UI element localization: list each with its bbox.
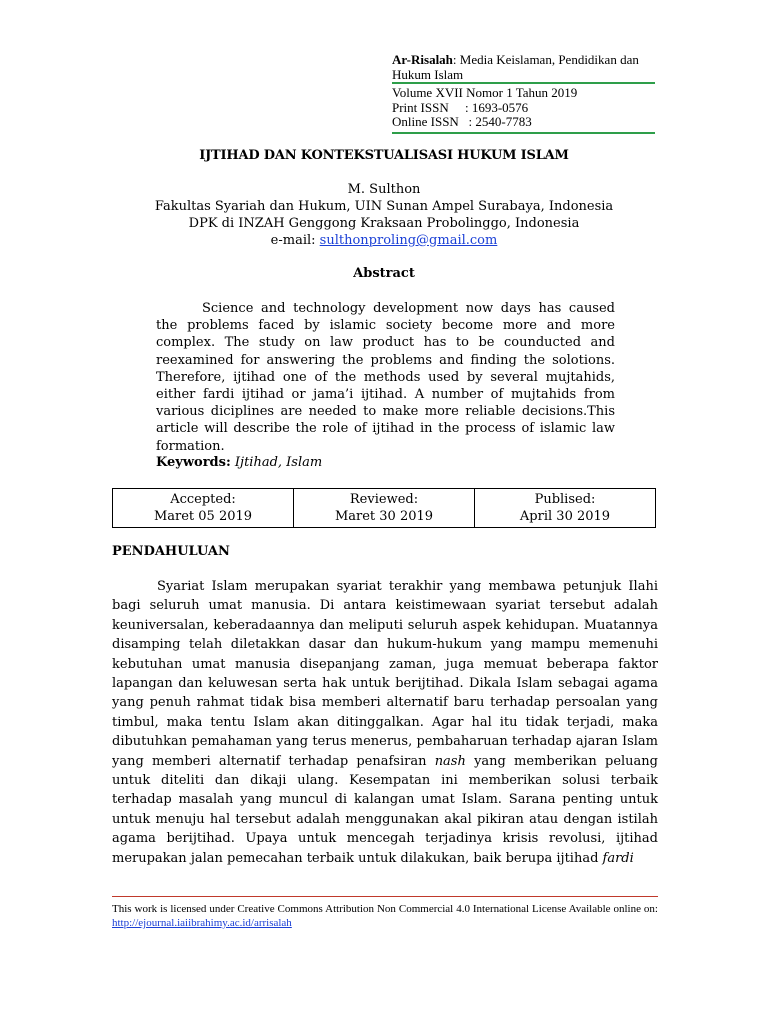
reviewed-label: Reviewed: [349, 492, 419, 507]
published-label: Publised: [534, 492, 596, 507]
header-divider-bottom [392, 132, 655, 134]
reviewed-date: Maret 30 2019 [334, 509, 434, 524]
keywords-label: Keywords: [156, 455, 231, 470]
license-text: This work is licensed under Creative Commons Attribution Non Commercial 4.0 International License Available online on: [112, 903, 658, 915]
introduction-paragraph [112, 577, 658, 868]
paragraph-text-2: yang memberikan peluang untuk diteliti dan dikaji ulang. Kesempatan ini memberikan solusi terbaik terhadap masalah yang muncul di kalangan umat Islam. Sarana penting untuk untuk menuju hal tersebut adalah menggunakan akal pikiran atau dengan istilah agama berijtihad. Upaya untuk mencegah terjadinya krisis revolusi, ijtihad merupakan jalan pemecahan terbaik untuk dilakukan, baik berupa ijtihad [112, 753, 658, 866]
accepted-label: Accepted: [170, 492, 236, 507]
journal-name: Ar-Risalah [392, 52, 453, 67]
author-block [0, 181, 768, 249]
article-title: IJTIHAD DAN KONTEKSTUALISASI HUKUM ISLAM [199, 148, 569, 163]
journal-url-link[interactable]: http://ejournal.iaiibrahimy.ac.id/arrisalah [112, 917, 292, 929]
accepted-date: Maret 05 2019 [153, 509, 253, 524]
print-issn-line: Print ISSN : 1693-0576 [392, 99, 529, 115]
abstract-text: Science and technology development now days has caused the problems faced by islamic society become more and more complex. The study on law product has to be counducted and reexamined for answering the problems and finding the solotions. Therefore, ijtihad one of the methods used by several mujtahids, either fardi ijtihad or jama’i ijtihad. A number of mujtahids from various diciplines are needed to make more reliable decisions.This article will describe the role of ijtihad in the process of islamic law formation. [156, 301, 615, 454]
author-affiliation-2: DPK di INZAH Genggong Kraksaan Probolinggo, Indonesia [188, 216, 580, 231]
license-footer [112, 902, 658, 930]
email-link[interactable]: sulthonproling@gmail.com [319, 233, 498, 248]
journal-issue-info [392, 86, 577, 130]
email-label: e-mail: [270, 233, 320, 248]
paragraph-italic-fardi: fardi [602, 850, 634, 866]
keywords-value: Ijtihad, Islam [234, 455, 323, 470]
section-heading: PENDAHULUAN [112, 544, 230, 559]
volume-line: Volume XVII Nomor 1 Tahun 2019 [392, 85, 578, 100]
dates-table [112, 488, 656, 528]
abstract-heading: Abstract [353, 266, 415, 281]
reviewed-cell [294, 489, 475, 528]
online-issn-line: Online ISSN : 2540-7783 [392, 114, 532, 129]
accepted-cell [113, 489, 294, 528]
journal-subtitle: : Media Keislaman, Pendidikan dan Hukum Islam [392, 52, 639, 82]
published-cell [475, 489, 656, 528]
paragraph-italic-nash: nash [434, 753, 466, 769]
journal-header [392, 52, 658, 82]
keywords-line [156, 455, 322, 470]
author-affiliation-1: Fakultas Syariah dan Hukum, UIN Sunan Ampel Surabaya, Indonesia [154, 199, 614, 214]
author-email-line [0, 232, 768, 249]
author-name: M. Sulthon [347, 182, 421, 197]
header-divider-top [392, 82, 655, 84]
footer-divider [112, 896, 658, 897]
paragraph-text-1: Syariat Islam merupakan syariat terakhir yang membawa petunjuk Ilahi bagi seluruh umat manusia. Di antara keistimewaan syariat tersebut adalah keuniversalan, keberadaannya dan meliputi seluruh aspek kehidupan. Muatannya disamping telah diletakkan dasar dan hukum-hukum yang mampu memenuhi kebutuhan umat manusia disepanjang zaman, juga memuat beberapa faktor lapangan dan keluwesan serta hak untuk berijtihad. Dikala Islam sebagai agama yang penuh rahmat tidak bisa memberi alternatif baru terhadap persoalan yang timbul, maka tentu Islam akan ditinggalkan. Agar hal itu tidak terjadi, maka dibutuhkan pemahaman yang terus menerus, pembaharuan terhadap ajaran Islam yang memberi alternatif terhadap penafsiran [112, 579, 658, 769]
published-date: April 30 2019 [519, 509, 611, 524]
